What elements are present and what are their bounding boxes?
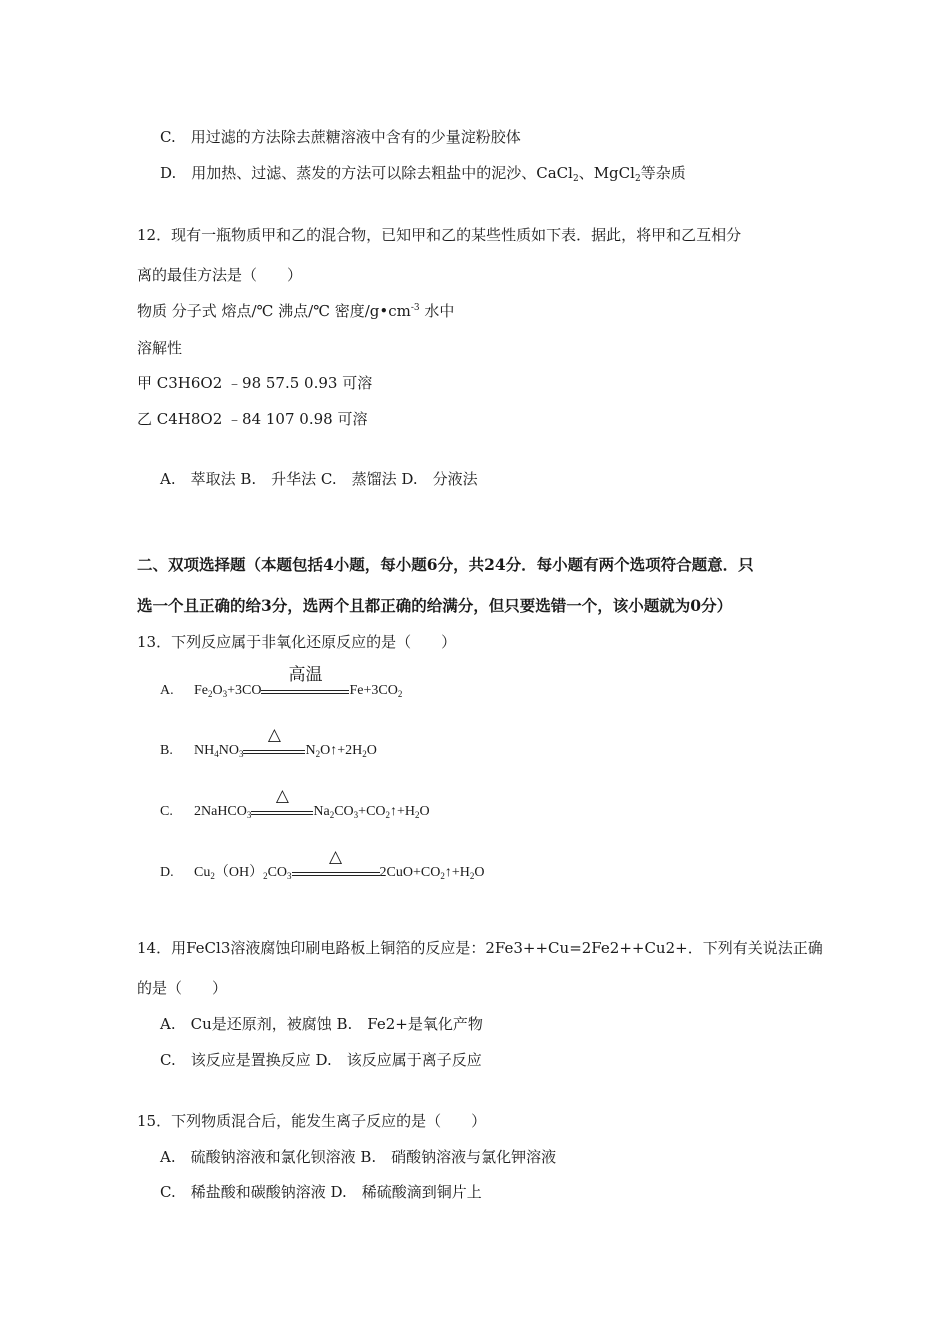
q15-stem: 15．下列物质混合后，能发生离子反应的是（ ）	[137, 1112, 487, 1130]
q12-options: A. 萃取法 B. 升华法 C. 蒸馏法 D. 分液法	[160, 470, 478, 488]
q14-options-cd: C. 该反应是置换反应 D. 该反应属于离子反应	[160, 1051, 482, 1069]
q13-option-a: A. $Fe_2O_3+3CO$ 高温 $Fe+3CO_2$	[160, 665, 403, 699]
q13-option-d: D. $Cu_2(OH)_2CO_3$ △ $2CuO+CO_2↑+H_2O$	[160, 847, 485, 881]
heat-condition-icon: △	[275, 786, 289, 806]
q11-option-d: D. 用加热、过滤、蒸发的方法可以除去粗盐中的泥沙、CaCl$_2$、MgCl$_2$等杂质	[160, 164, 686, 184]
q13-option-b: B. $NH_4NO_3$ △ $N_2O↑+2H_2O$	[160, 725, 377, 759]
q14-stem-line1: 14．用FeCl3溶液腐蚀印刷电路板上铜箔的反应是：2Fe3++Cu=2Fe2++Cu2+．下列有关说法正确	[137, 939, 823, 957]
high-temp-condition: 高温	[288, 665, 323, 685]
q12-table-header-cont: 溶解性	[137, 339, 183, 357]
q12-stem-line1: 12．现有一瓶物质甲和乙的混合物，已知甲和乙的某些性质如下表．据此，将甲和乙互相分	[137, 226, 742, 244]
q13-option-c: C. 2NaHCO$_3$ △ $Na_2CO_3+CO_2↑+H_2O$	[160, 786, 430, 820]
section2-heading-line2: 选一个且正确的给3分，选两个且都正确的给满分，但只要选错一个，该小题就为0分）	[137, 596, 733, 615]
q14-options-ab: A. Cu是还原剂，被腐蚀 B. Fe2+是氧化产物	[160, 1015, 483, 1033]
q11-option-c: C. 用过滤的方法除去蔗糖溶液中含有的少量淀粉胶体	[160, 128, 521, 146]
q12-table-row-yi: 乙 C4H8O2 ﹣84 107 0.98 可溶	[137, 410, 368, 428]
q14-stem-line2: 的是（ ）	[137, 979, 228, 997]
q13-stem: 13．下列反应属于非氧化还原反应的是（ ）	[137, 633, 457, 651]
q15-options-cd: C. 稀盐酸和碳酸钠溶液 D. 稀硫酸滴到铜片上	[160, 1183, 482, 1201]
q12-stem-line2: 离的最佳方法是（ ）	[137, 266, 303, 284]
q15-options-ab: A. 硫酸钠溶液和氯化钡溶液 B. 硝酸钠溶液与氯化钾溶液	[160, 1148, 557, 1166]
q12-table-row-jia: 甲 C3H6O2 ﹣98 57.5 0.93 可溶	[137, 374, 373, 392]
heat-condition-icon: △	[267, 725, 281, 745]
section2-heading-line1: 二、双项选择题（本题包括4小题，每小题6分，共24分．每小题有两个选项符合题意．只	[137, 555, 754, 574]
heat-condition-icon: △	[328, 847, 343, 867]
q12-table-header: 物质 分子式 熔点/℃ 沸点/℃ 密度$/g•cm^{-3}$ 水中	[137, 302, 455, 320]
